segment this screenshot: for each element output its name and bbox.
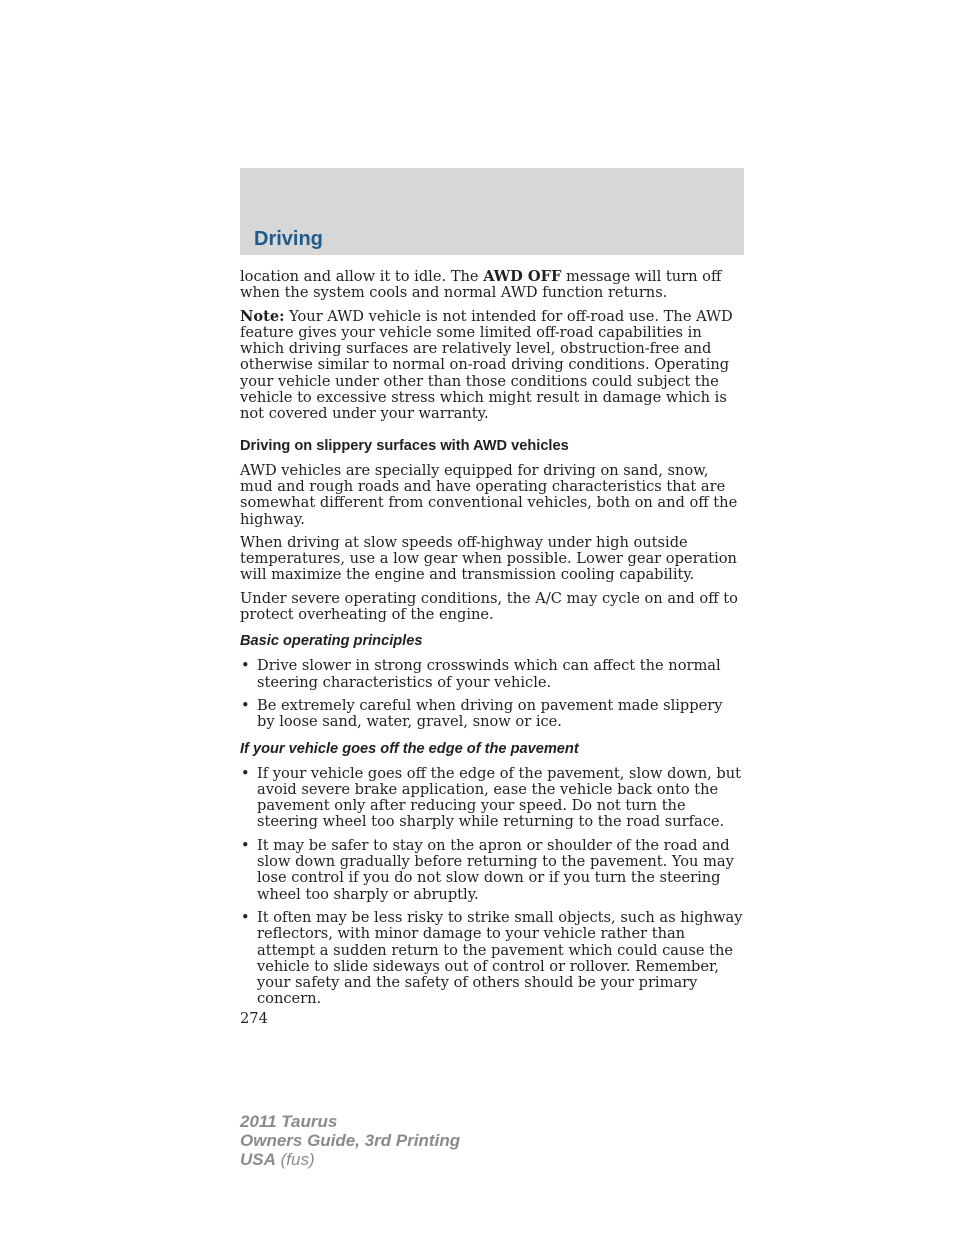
awd-off-message: AWD OFF	[483, 268, 562, 285]
footer-region-code: (fus)	[275, 1150, 315, 1169]
bullet-icon: •	[241, 696, 250, 714]
list-item	[240, 838, 744, 903]
basic-principles-list	[240, 658, 744, 730]
intro-paragraph	[240, 269, 744, 302]
bullet-icon: •	[241, 908, 250, 926]
note-text: Your AWD vehicle is not intended for off-road use. The AWD feature gives your vehicle some limited off-road capabilities in which driving surfaces are relatively level, obstruction-free and otherwise similar to normal on-road driving conditions. Operating your vehicle under other than those conditions could subject the vehicle to excessive stress which might result in damage which is not covered under your warranty.	[240, 307, 733, 423]
list-item-text: If your vehicle goes off the edge of the pavement, slow down, but avoid severe brake application, ease the vehicle back onto the pavement only after reducing your speed. Do not turn the steering wheel too sharply while returning to the road surface.	[257, 764, 742, 831]
footer-country: USA	[240, 1150, 276, 1169]
heading-slippery-surfaces: Driving on slippery surfaces with AWD vehicles	[240, 437, 569, 454]
bullet-icon: •	[241, 836, 250, 854]
list-item-text: It may be safer to stay on the apron or shoulder of the road and slow down gradually before returning to the pavement. You may lose control if you do not slow down or if you turn the steering wheel too sharply or abruptly.	[257, 836, 734, 903]
heading-basic-principles: Basic operating principles	[240, 633, 423, 650]
slippery-paragraph: Under severe operating conditions, the A/C may cycle on and off to protect overheating of the engine.	[240, 589, 738, 624]
footer-guide-edition: Owners Guide, 3rd Printing	[240, 1131, 461, 1150]
page-content	[240, 269, 744, 1027]
footer-model: 2011 Taurus	[240, 1112, 338, 1131]
section-title: Driving	[254, 228, 323, 250]
list-item	[240, 910, 744, 1008]
note-paragraph	[240, 309, 744, 423]
note-label: Note:	[240, 307, 285, 325]
intro-text-start: location and allow it to idle. The	[240, 268, 484, 285]
section-header-band	[240, 168, 744, 255]
document-footer	[240, 1112, 460, 1169]
list-item-text: It often may be less risky to strike small objects, such as highway reflectors, with minor damage to your vehicle rather than attempt a sudden return to the pavement which could cause the vehicle to slide sideways out of control or rollover. Remember, your safety and the safety of others should be your primary concern.	[257, 908, 743, 1008]
list-item-text: Be extremely careful when driving on pavement made slippery by loose sand, water, gravel, snow or ice.	[257, 696, 723, 731]
heading-off-pavement: If your vehicle goes off the edge of the pavement	[240, 740, 579, 757]
footer-region	[240, 1150, 460, 1169]
list-item-text: Drive slower in strong crosswinds which can affect the normal steering characteristics of your vehicle.	[257, 657, 721, 691]
list-item	[240, 698, 744, 731]
slippery-paragraph: AWD vehicles are specially equipped for driving on sand, snow, mud and rough roads and have operating characteristics that are somewhat different from conventional vehicles, both on and off the highway.	[240, 461, 738, 528]
list-item	[240, 766, 744, 831]
off-pavement-list	[240, 766, 744, 1008]
page-number: 274	[240, 1009, 268, 1027]
bullet-icon: •	[241, 764, 250, 782]
intro-text-end: message will turn off when the system cools and normal AWD function returns.	[240, 268, 722, 302]
slippery-paragraph: When driving at slow speeds off-highway under high outside temperatures, use a low gear when possible. Lower gear operation will maximize the engine and transmission cooling capability.	[240, 533, 737, 584]
list-item	[240, 658, 744, 691]
bullet-icon: •	[241, 657, 250, 675]
